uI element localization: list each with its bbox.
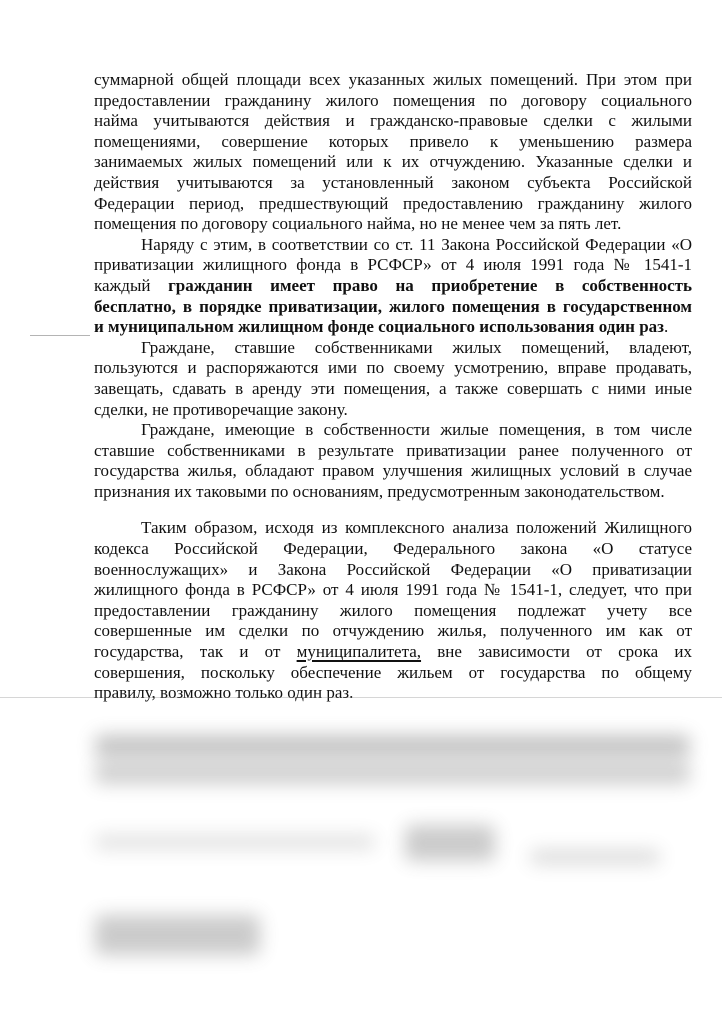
text-segment: военнослужащих» и Закона Российской Федерации «О приватизации (94, 559, 692, 579)
text-line (94, 461, 692, 482)
text-line (94, 621, 692, 642)
paragraph (94, 70, 692, 235)
text-line (94, 276, 692, 297)
text-line (94, 111, 692, 132)
text-line (94, 663, 692, 684)
text-segment: действия учитываются за установленный законом субъекта Российской (94, 172, 692, 192)
bold-text: гражданин имеет право на приобретение в собственность (168, 275, 693, 295)
bold-text: бесплатно, в порядке приватизации, жилого помещения в государственном (94, 296, 692, 316)
text-line (94, 518, 692, 539)
text-line (94, 482, 692, 503)
scan-artifact-line (30, 335, 90, 336)
text-line (94, 420, 692, 441)
text-segment: предоставлении гражданину жилого помещения подлежат учету все (94, 600, 692, 620)
text-line (94, 642, 692, 663)
redacted-blurred-area (0, 690, 722, 1024)
paragraph (94, 338, 692, 420)
text-segment: кодекса Российской Федерации, Федерального закона «О статусе (94, 539, 692, 559)
text-segment: завещать, сдавать в аренду эти помещения, а также совершать с ними иные (94, 378, 692, 398)
text-line (94, 91, 692, 112)
paragraph (94, 518, 692, 703)
text-line (94, 580, 692, 601)
text-line (94, 338, 692, 359)
text-segment: Таким образом, исходя из комплексного анализа положений Жилищного (141, 518, 692, 538)
text-line (94, 560, 692, 581)
text-line (94, 235, 692, 256)
text-line (94, 379, 692, 400)
text-line (94, 358, 692, 379)
text-segment: суммарной общей площади всех указанных жилых помещений. При этом при (94, 70, 692, 89)
text-segment: признания их таковыми по основаниям, предусмотренным законодательством. (94, 481, 665, 501)
text-line (94, 132, 692, 153)
text-segment: ставшие собственниками в результате приватизации ранее полученного от (94, 440, 692, 460)
text-segment: занимаемых жилых помещений или к их отчуждению. Указанные сделки и (94, 152, 692, 172)
text-segment: совершения, поскольку обеспечение жильем от государства по общему (94, 662, 692, 682)
text-segment: сделки, не противоречащие закону. (94, 399, 348, 419)
text-segment: пользуются и распоряжаются ими по своему усмотрению, вправе продавать, (94, 358, 692, 378)
paragraph (94, 235, 692, 338)
text-segment: помещения по договору социального найма, но не менее чем за пять лет. (94, 214, 622, 234)
document-body (94, 70, 692, 704)
text-line (94, 173, 692, 194)
text-segment: государства жилья, обладают правом улучшения жилищных условий в случае (94, 461, 692, 481)
text-line (94, 297, 692, 318)
text-segment: предоставлении гражданину жилого помещения по договору социального (94, 90, 692, 110)
text-segment: государства, так и от (94, 642, 297, 662)
text-line (94, 539, 692, 560)
text-segment: . (664, 317, 669, 337)
text-segment: совершенные им сделки по отчуждению жилья, полученного им как от (94, 621, 692, 641)
text-segment: приватизации жилищного фонда в РСФСР» от 4 июля 1991 года № 1541-1 (94, 255, 692, 275)
text-segment: каждый (94, 275, 169, 295)
text-line (94, 214, 692, 235)
paragraph-gap (94, 502, 692, 518)
text-segment: Граждане, имеющие в собственности жилые помещения, в том числе (141, 420, 692, 440)
text-line (94, 152, 692, 173)
text-segment: найма учитываются действия и гражданско-правовые сделки с жилыми (94, 111, 692, 131)
text-line (94, 255, 692, 276)
text-line (94, 194, 692, 215)
text-line (94, 601, 692, 622)
text-segment: правилу, возможно только один раз. (94, 683, 354, 703)
paragraph (94, 420, 692, 502)
text-line (94, 400, 692, 421)
text-line (94, 317, 692, 338)
text-line (94, 70, 692, 91)
bold-text: и муниципальном жилищном фонде социального использования один раз (94, 317, 664, 337)
underlined-text: муниципалитета, (296, 642, 422, 662)
text-segment: Наряду с этим, в соответствии со ст. 11 Закона Российской Федерации «О (141, 234, 692, 254)
text-segment: Граждане, ставшие собственниками жилых помещений, владеют, (141, 337, 692, 357)
text-line (94, 441, 692, 462)
text-segment: Федерации период, предшествующий предоставлению гражданину жилого (94, 193, 692, 213)
text-segment: вне зависимости от срока их (421, 642, 692, 662)
text-segment: жилищного фонда в РСФСР» от 4 июля 1991 года № 1541-1, следует, что при (94, 580, 692, 600)
text-segment: помещениями, совершение которых привело к уменьшению размера (94, 131, 692, 151)
